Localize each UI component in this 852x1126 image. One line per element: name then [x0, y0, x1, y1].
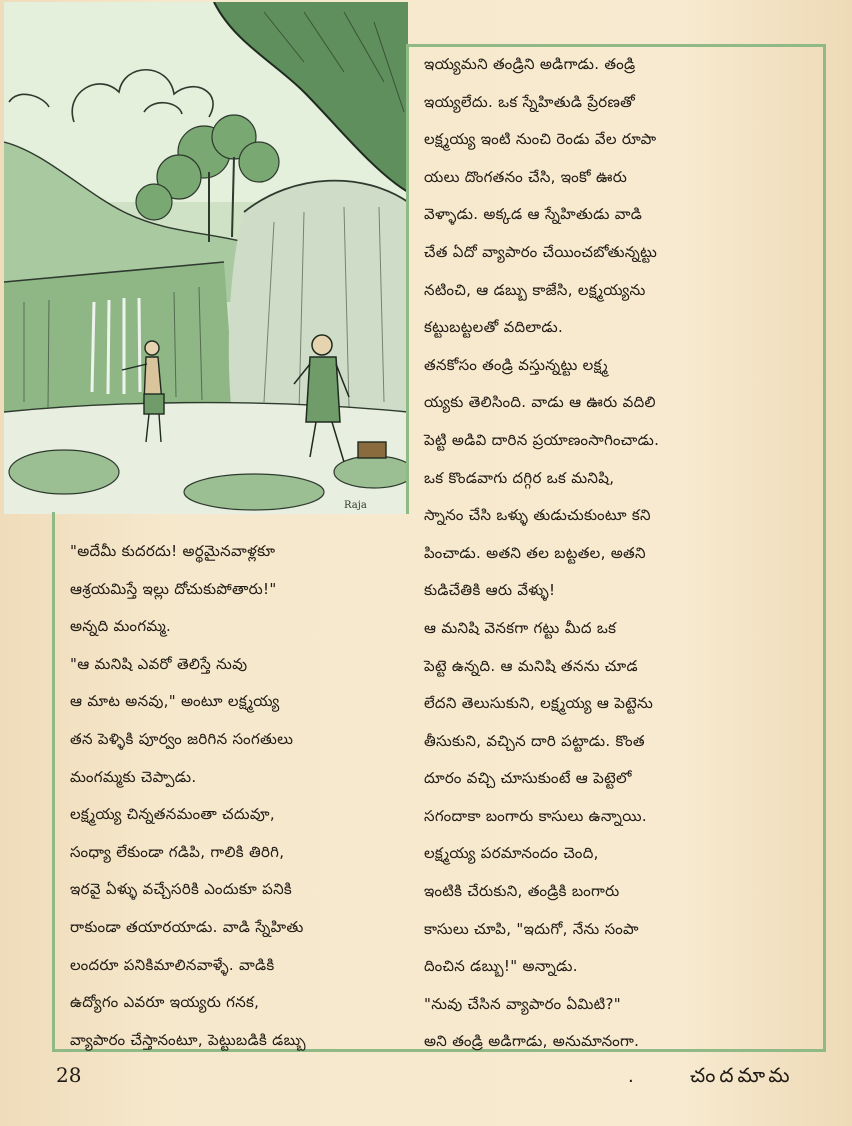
story-line: పెట్టె ఉన్నది. ఆ మనిషి తనను చూడ [424, 656, 638, 675]
story-line: లందరూ పనికిమాలినవాళ్ళే. వాడికి [70, 955, 275, 974]
story-line: అన్నది మంగమ్మ. [70, 617, 172, 636]
story-line: ఆ మాట అనవు," అంటూ లక్ష్మయ్య [70, 692, 280, 711]
story-line: అని తండ్రి అడిగాడు, అనుమానంగా. [424, 1032, 640, 1051]
story-line: తన పెళ్ళికి పూర్వం జరిగిన సంగతులు [70, 729, 294, 748]
story-line: రాకుండా తయారయాడు. వాడి స్నేహితు [70, 917, 304, 936]
story-line: లక్ష్మయ్య పరమానందం చెంది, [424, 844, 599, 863]
story-line: సంధ్యా లేకుండా గడిపి, గాలికి తిరిగి, [70, 842, 285, 861]
magazine-name: చందమామ [690, 1063, 794, 1087]
story-illustration [4, 2, 408, 514]
story-line: నటించి, ఆ డబ్బు కాజేసి, లక్ష్మయ్యను [424, 280, 646, 299]
story-line: కాసులు చూపి, "ఇదుగో, నేను సంపా [424, 919, 639, 938]
footer-dot: . [628, 1066, 634, 1087]
story-line: ఆశ్రయమిస్తే ఇల్లు దోచుకుపోతారు!" [70, 579, 277, 598]
story-line: తనకోసం తండ్రి వస్తున్నట్టు లక్ష్మ [424, 355, 609, 374]
story-line: వెళ్ళాడు. అక్కడ ఆ స్నేహితుడు వాడి [424, 205, 643, 224]
story-line: కట్టుబట్టలతో వదిలాడు. [424, 318, 564, 337]
story-line: తీసుకుని, వచ్చిన దారి పట్టాడు. కొంత [424, 731, 645, 750]
story-line: య్యకు తెలిసింది. వాడు ఆ ఊరు వదిలి [424, 393, 656, 412]
artist-signature: Raja [344, 500, 367, 511]
story-line: లేదని తెలుసుకుని, లక్ష్మయ్య ఆ పెట్టెను [424, 694, 654, 713]
story-line: ఉద్యోగం ఎవరూ ఇయ్యరు గనక, [70, 993, 260, 1012]
waterfall-scene-illustration [4, 2, 408, 514]
story-line: దూరం వచ్చి చూసుకుంటే ఆ పెట్టెలో [424, 769, 632, 788]
story-line: ఇంటికి చేరుకుని, తండ్రికి బంగారు [424, 882, 620, 901]
story-line: పెట్టి అడివి దారిన ప్రయాణంసాగించాడు. [424, 430, 660, 449]
story-column-left [70, 533, 400, 1059]
page-number: 28 [56, 1063, 82, 1087]
story-line: ఇరవై ఏళ్ళు వచ్చేసరికి ఎందుకూ పనికి [70, 880, 293, 899]
story-line: "ఆ మనిషి ఎవరో తెలిస్తే నువు [70, 654, 248, 673]
story-line: దించిన డబ్బు!" అన్నాడు. [424, 957, 578, 976]
story-line: స్నానం చేసి ఒళ్ళు తుడుచుకుంటూ కని [424, 506, 651, 525]
story-line: "నువు చేసిన వ్యాపారం ఏమిటి?" [424, 994, 621, 1013]
story-line: లక్ష్మయ్య ఇంటి నుంచి రెండు వేల రూపా [424, 130, 657, 149]
story-line: యలు దొంగతనం చేసి, ఇంకో ఊరు [424, 167, 628, 186]
treasure-box-icon [358, 442, 386, 458]
story-line: ఇయ్యలేదు. ఒక స్నేహితుడి ప్రేరణతో [424, 92, 636, 111]
story-line: సగందాకా బంగారు కాసులు ఉన్నాయి. [424, 806, 647, 825]
story-line: ఆ మనిషి వెనకగా గట్టు మీద ఒక [424, 618, 617, 637]
story-line: కుడిచేతికి ఆరు వేళ్ళు! [424, 581, 556, 600]
story-line: ఒక కొండవాగు దగ్గిర ఒక మనిషి, [424, 468, 615, 487]
story-line: లక్ష్మయ్య చిన్నతనమంతా చదువూ, [70, 805, 275, 824]
story-column-right [424, 46, 816, 1061]
story-line: వ్యాపారం చేస్తానంటూ, పెట్టుబడికి డబ్బు [70, 1030, 306, 1049]
story-line: పించాడు. అతని తల బట్టతల, అతని [424, 543, 646, 562]
story-line: ఇయ్యమని తండ్రిని అడిగాడు. తండ్రి [424, 55, 636, 73]
story-line: మంగమ్మకు చెప్పాడు. [70, 767, 197, 786]
story-line: "అదేమీ కుదరదు! అర్థమైనవాళ్లకూ [70, 542, 276, 560]
story-line: చేత ఏదో వ్యాపారం చేయించబోతున్నట్టు [424, 242, 658, 261]
